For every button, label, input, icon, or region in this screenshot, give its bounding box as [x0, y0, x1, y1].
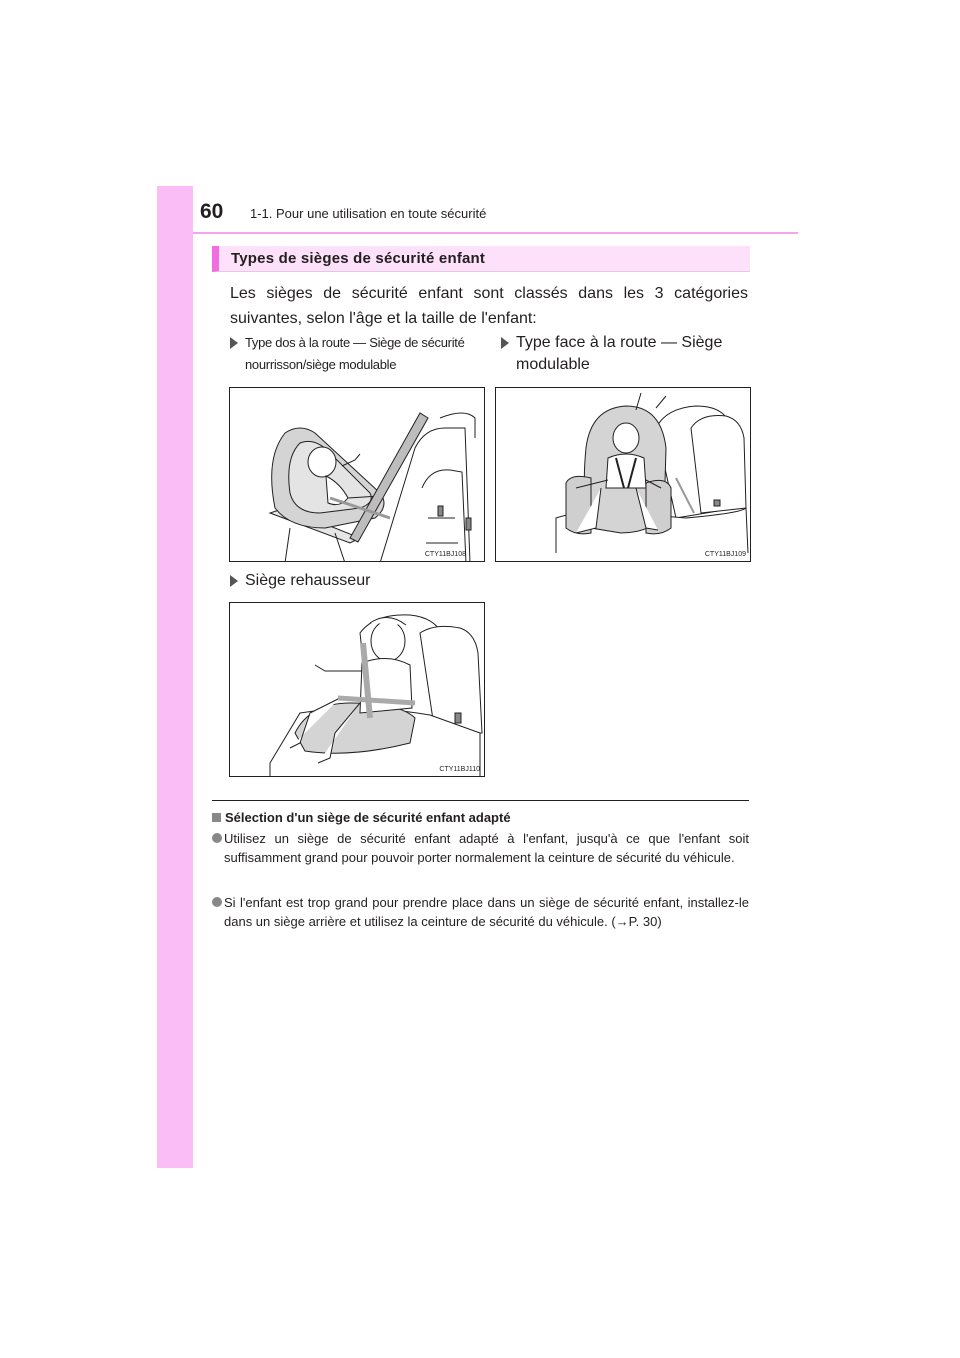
- arrow-right-icon: [230, 575, 238, 587]
- notes-heading: Sélection d'un siège de sécurité enfant adapté: [212, 809, 511, 827]
- arrow-right-icon: [230, 337, 238, 349]
- circle-bullet-icon: [212, 897, 222, 907]
- type-label-booster: Siège rehausseur: [230, 570, 485, 592]
- arrow-right-icon: [501, 337, 509, 349]
- notes-divider: [212, 800, 749, 801]
- chapter-side-tab: [157, 186, 193, 1168]
- type-label-forward-facing: Type face à la route — Siège modulable: [501, 332, 749, 376]
- chapter-title: 1-1. Pour une utilisation en toute sécurité: [250, 206, 487, 221]
- figure-booster-seat: [229, 602, 485, 777]
- figure-code: CTY11BJ109: [704, 551, 746, 558]
- figure-rear-facing-seat: [229, 387, 485, 562]
- intro-paragraph: Les sièges de sécurité enfant sont classés dans les 3 catégories suivantes, selon l'âge et la taille de l'enfant:: [230, 285, 748, 327]
- page-number: 60: [200, 200, 224, 223]
- square-bullet-icon: [212, 813, 221, 822]
- forward-facing-seat-illustration: [496, 388, 751, 562]
- figure-code: CTY11BJ108: [424, 551, 466, 558]
- note-item: Utilisez un siège de sécurité enfant adapté à l'enfant, jusqu'à ce que l'enfant soit suffisamment grand pour pouvoir porter normalement la ceinture de sécurité du véhicule.: [212, 829, 749, 867]
- booster-seat-illustration: [230, 603, 485, 777]
- rear-facing-seat-illustration: [230, 388, 485, 562]
- figure-code: CTY11BJ110: [439, 766, 480, 773]
- section-header: [212, 246, 750, 272]
- figure-forward-facing-seat: [495, 387, 751, 562]
- section-title: Types de sièges de sécurité enfant: [231, 250, 486, 267]
- type-label-rear-facing: Type dos à la route — Siège de sécurité nourrisson/siège modulable: [230, 332, 485, 376]
- header-rule: [193, 232, 798, 234]
- circle-bullet-icon: [212, 833, 222, 843]
- note-item: Si l'enfant est trop grand pour prendre place dans un siège de sécurité enfant, installez-le dans un siège arrière et utilisez la ceinture de sécurité du véhicule. (→P. 30): [212, 893, 749, 931]
